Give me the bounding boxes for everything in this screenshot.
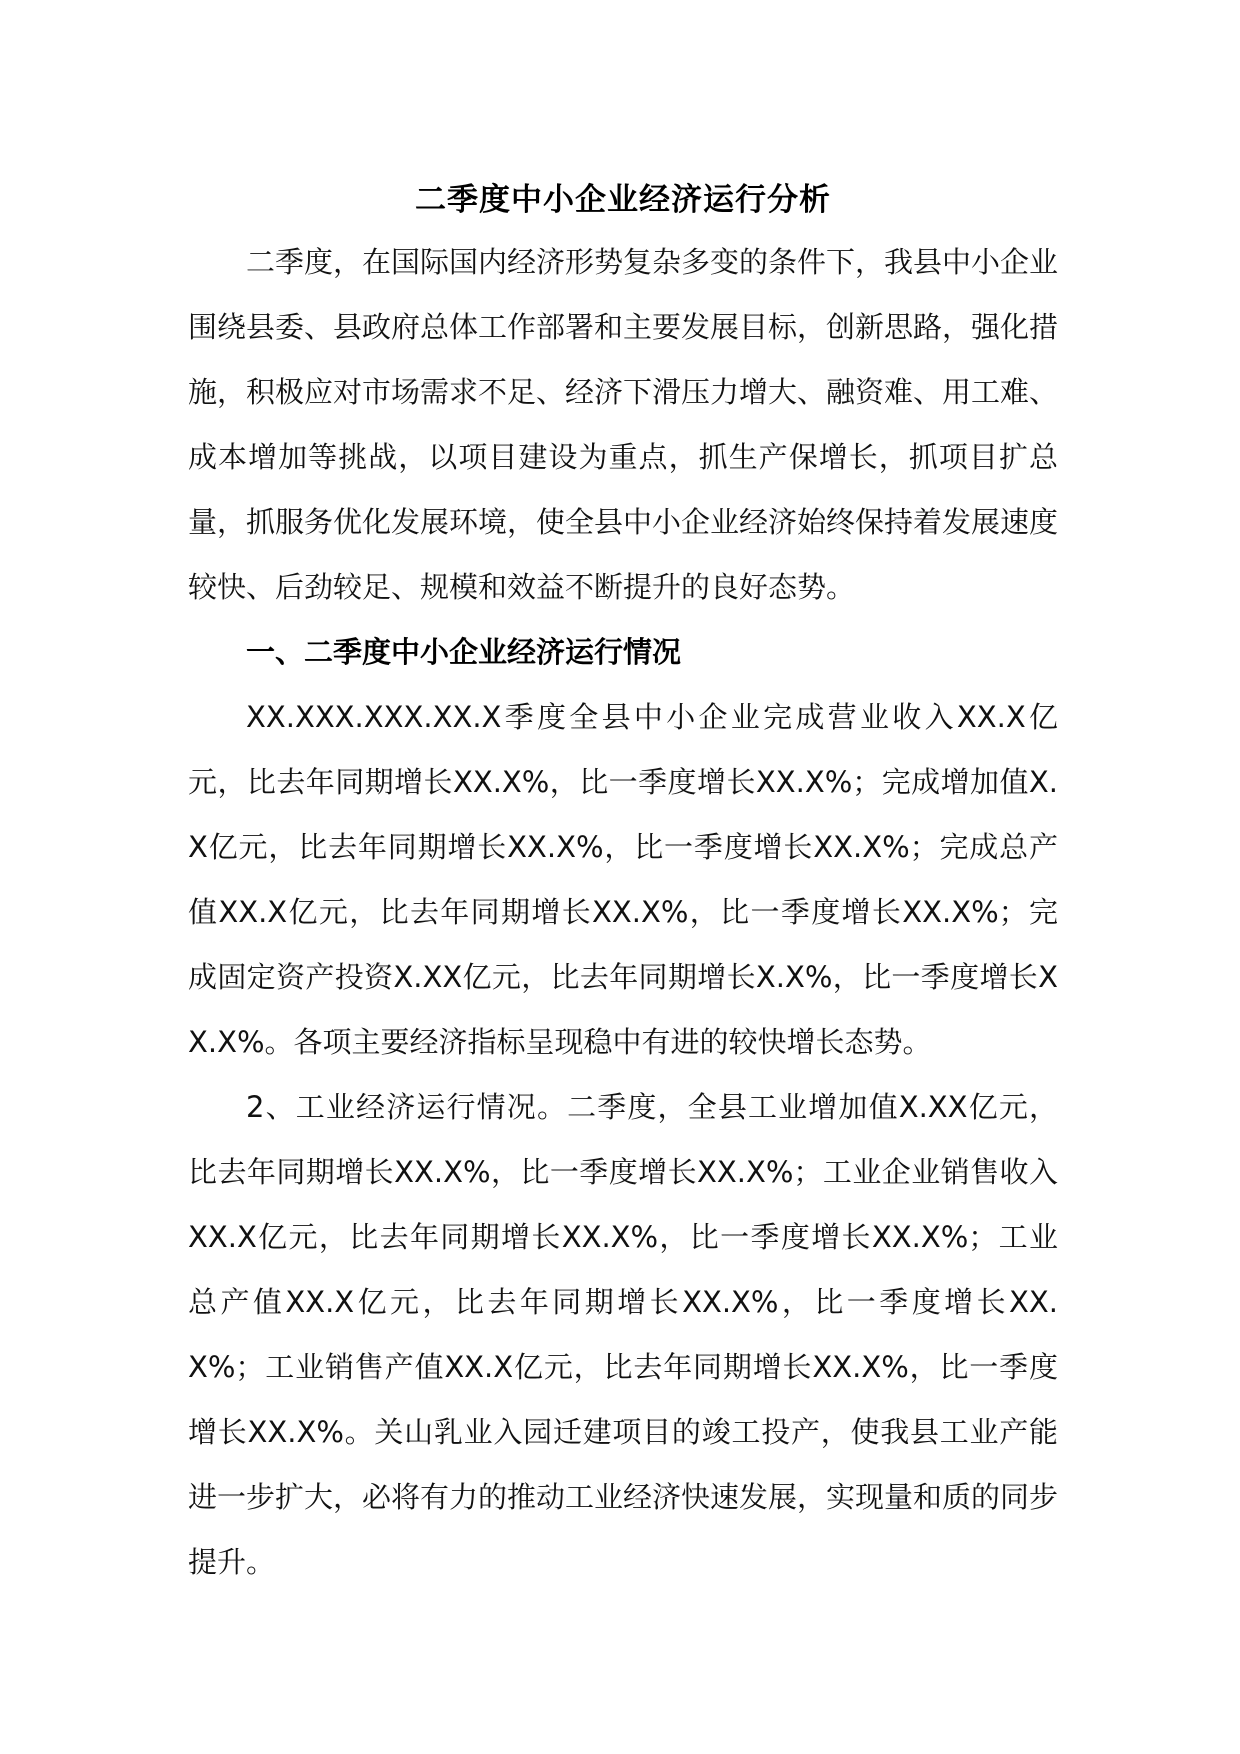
section-paragraph-2: 2、工业经济运行情况。二季度，全县工业增加值X.XX亿元，比去年同期增长XX.X%，比一季度增长XX.X%；工业企业销售收入XX.X亿元，比去年同期增长XX.X%，比一季度增长XX.X%；工业总产值XX.X亿元，比去年同期增长XX.X%，比一季度增长XX.X%；工业销售产值XX.X亿元，比去年同期增长XX.X%，比一季度增长XX.X%。关山乳业入园迁建项目的竣工投产，使我县工业产能进一步扩大，必将有力的推动工业经济快速发展，实现量和质的同步提升。 bbox=[188, 1090, 1059, 1579]
section-heading: 一、二季度中小企业经济运行情况 bbox=[246, 635, 682, 669]
document-body bbox=[188, 170, 1058, 1595]
intro-paragraph: 二季度，在国际国内经济形势复杂多变的条件下，我县中小企业围绕县委、县政府总体工作部署和主要发展目标，创新思路，强化措施，积极应对市场需求不足、经济下滑压力增大、融资难、用工难、成本增加等挑战，以项目建设为重点，抓生产保增长，抓项目扩总量，抓服务优化发展环境，使全县中小企业经济始终保持着发展速度较快、后劲较足、规模和效益不断提升的良好态势。 bbox=[188, 245, 1059, 604]
section-paragraph-1: XX.XXX.XXX.XX.X季度全县中小企业完成营业收入XX.X亿元，比去年同期增长XX.X%，比一季度增长XX.X%；完成增加值X.X亿元，比去年同期增长XX.X%，比一季度增长XX.X%；完成总产值XX.X亿元，比去年同期增长XX.X%，比一季度增长XX.X%；完成固定资产投资X.XX亿元，比去年同期增长X.X%，比一季度增长XX.X%。各项主要经济指标呈现稳中有进的较快增长态势。 bbox=[188, 700, 1058, 1059]
document-title: 二季度中小企业经济运行分析 bbox=[415, 182, 831, 218]
